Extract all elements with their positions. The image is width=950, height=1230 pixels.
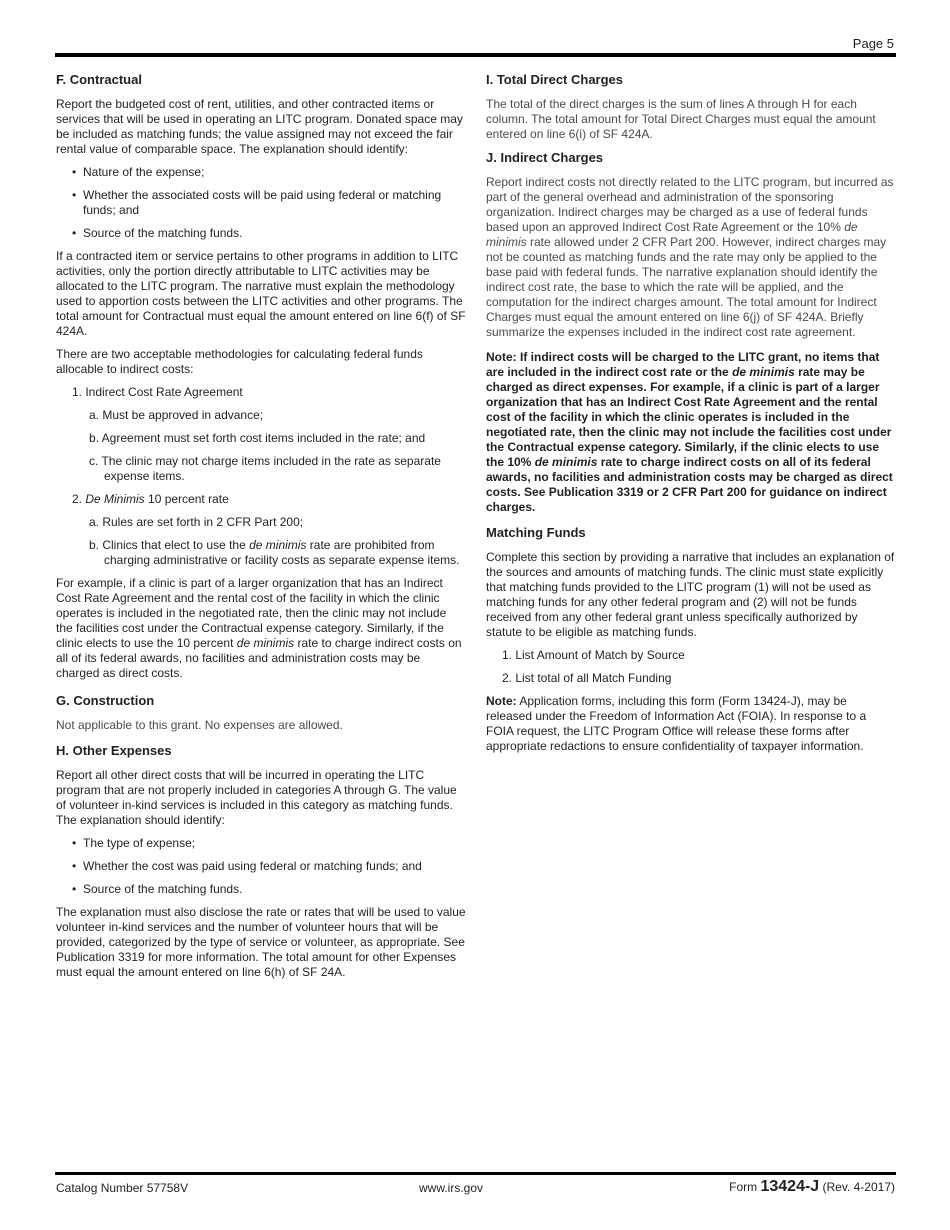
catalog-number: Catalog Number 57758V	[56, 1181, 189, 1195]
form-identifier: Form 13424-J (Rev. 4-2017)	[729, 1178, 895, 1195]
match-list-1: 1. List Amount of Match by Source	[502, 648, 685, 662]
list-item: • Source of the matching funds.	[72, 882, 466, 897]
top-rule	[55, 53, 896, 57]
section-h-paragraph-2: The explanation must also disclose the rate or rates that will be used to value volunteer in-kind services and the number of volunteer hours that will be provided, categorized by the type of service or volunteer, as appropriate. See Publication 3319 for more information. The total amount for other Expenses must equal the amount entered on line 6(h) of SF 24A.	[56, 905, 466, 979]
section-g-text: Not applicable to this grant. No expenses are allowed.	[56, 718, 343, 732]
section-g-title: G. Construction	[56, 693, 155, 708]
list-item: • Whether the associated costs will be paid using federal or matching funds; and	[72, 188, 466, 218]
right-column	[486, 72, 896, 762]
section-f-paragraph-2: If a contracted item or service pertains to other programs in addition to LITC activities, only the portion directly attributable to LITC activities may be allocated to the LITC program. The narrative must explain the methodology used to apportion costs between the LITC activities and other programs. The total amount for Contractual must equal the amount entered on line 6(f) of SF 424A.	[56, 249, 466, 338]
section-j-text: Report indirect costs not directly related to the LITC program, but incurred as part of the general overhead and administration of the sponsoring organization. Indirect charges may be charged as a use of federal funds based upon an approved Indirect Cost Rate Agreement or the 10% de minimis rate allowed under 2 CFR Part 200. However, indirect charges may not be counted as matching funds and the rate may only be applied to the base paid with federal funds. The narrative explanation should identify the indirect cost rate, the base to which the rate will be applied, and the computation for the indirect charges amount. The total amount for Indirect Charges must equal the amount entered on line 6(j) of SF 424A. Briefly summarize the expenses included in the indirect cost rate agreement.	[486, 175, 894, 339]
list-item: • Whether the cost was paid using federal or matching funds; and	[72, 859, 466, 874]
section-f-intro: Report the budgeted cost of rent, utilities, and other contracted items or services that will be used in operating an LITC program. Donated space may be included as matching funds; the value assigned may not exceed the fair rental value of comparable space. The explanation should identify:	[56, 97, 463, 156]
method-1c: c. The clinic may not charge items included in the rate as separate expense items.	[89, 454, 441, 483]
section-h-bullets	[72, 836, 466, 897]
section-i-title: I. Total Direct Charges	[486, 72, 624, 87]
footer-rule	[55, 1172, 896, 1175]
section-j-title: J. Indirect Charges	[486, 150, 604, 165]
list-item: • The type of expense;	[72, 836, 466, 851]
section-f-paragraph-3: There are two acceptable methodologies for calculating federal funds allocable to indirect costs:	[56, 347, 423, 376]
list-item: • Nature of the expense;	[72, 165, 466, 180]
section-j-note: Note: If indirect costs will be charged to the LITC grant, no items that are included in the indirect cost rate or the de minimis rate may be charged as direct expenses. For example, if a clinic is part of a larger organization that has an Indirect Cost Rate Agreement and the rental cost of the facility in which the clinic operates is included in the negotiated rate, then the clinic may not include the facilities cost under the Contractual expense category. Similarly, if the clinic elects to use the 10% de minimis rate to charge indirect costs on all of its federal awards, no facilities and administration costs may be charged as direct costs. See Publication 3319 or 2 CFR Part 200 for guidance on indirect charges.	[486, 350, 893, 514]
foia-note: Note: Application forms, including this form (Form 13424-J), may be released under the Freedom of Information Act (FOIA). In response to a FOIA request, the LITC Program Office will release these forms after appropriate redactions to ensure confidentiality of taxpayer information.	[486, 694, 867, 753]
section-i-text: The total of the direct charges is the sum of lines A through H for each column. The total amount for Total Direct Charges must equal the amount entered on line 6(i) of SF 424A.	[486, 97, 876, 141]
section-f-title: F. Contractual	[56, 72, 142, 87]
left-column	[56, 72, 466, 988]
footer	[56, 1179, 895, 1199]
section-h-intro: Report all other direct costs that will be incurred in operating the LITC program that are not properly included in categories A through G. The value of volunteer in-kind services is included in this category as matching funds. The explanation should identify:	[56, 768, 457, 827]
method-1b: b. Agreement must set forth cost items included in the rate; and	[89, 431, 426, 445]
match-list-2: 2. List total of all Match Funding	[502, 671, 672, 685]
method-2b: b. Clinics that elect to use the de minimis rate are prohibited from charging administrative or facility costs as separate expense items.	[89, 538, 460, 567]
website-link[interactable]: www.irs.gov	[419, 1181, 484, 1195]
section-h-title: H. Other Expenses	[56, 743, 172, 758]
page-number: Page 5	[852, 36, 894, 51]
method-1a: a. Must be approved in advance;	[89, 408, 264, 422]
method-2a: a. Rules are set forth in 2 CFR Part 200;	[89, 515, 304, 529]
method-2: 2. De Minimis 10 percent rate	[72, 492, 229, 506]
matching-funds-title: Matching Funds	[486, 525, 586, 540]
list-item: • Source of the matching funds.	[72, 226, 466, 241]
section-f-example: For example, if a clinic is part of a larger organization that has an Indirect Cost Rate Agreement and the rental cost of the facility in which the clinic operates is included in the negotiated rate, then the clinic may not include the facilities cost under the Contractual expense category. Similarly, if the clinic elects to use the 10 percent de minimis rate to charge indirect costs on all of its federal awards, no facilities and administration costs may be charged as direct costs.	[56, 576, 462, 680]
matching-funds-text: Complete this section by providing a narrative that includes an explanation of the sources and amounts of matching funds. The clinic must state explicitly that matching funds provided to the LITC program (1) will not be used as matching funds for any other federal program and (2) will not be funds received from any other federal grant unless specifically authorized by statute to be eligible as matching funds.	[486, 550, 895, 639]
method-1: 1. Indirect Cost Rate Agreement	[72, 385, 243, 399]
section-f-bullets	[72, 165, 466, 241]
